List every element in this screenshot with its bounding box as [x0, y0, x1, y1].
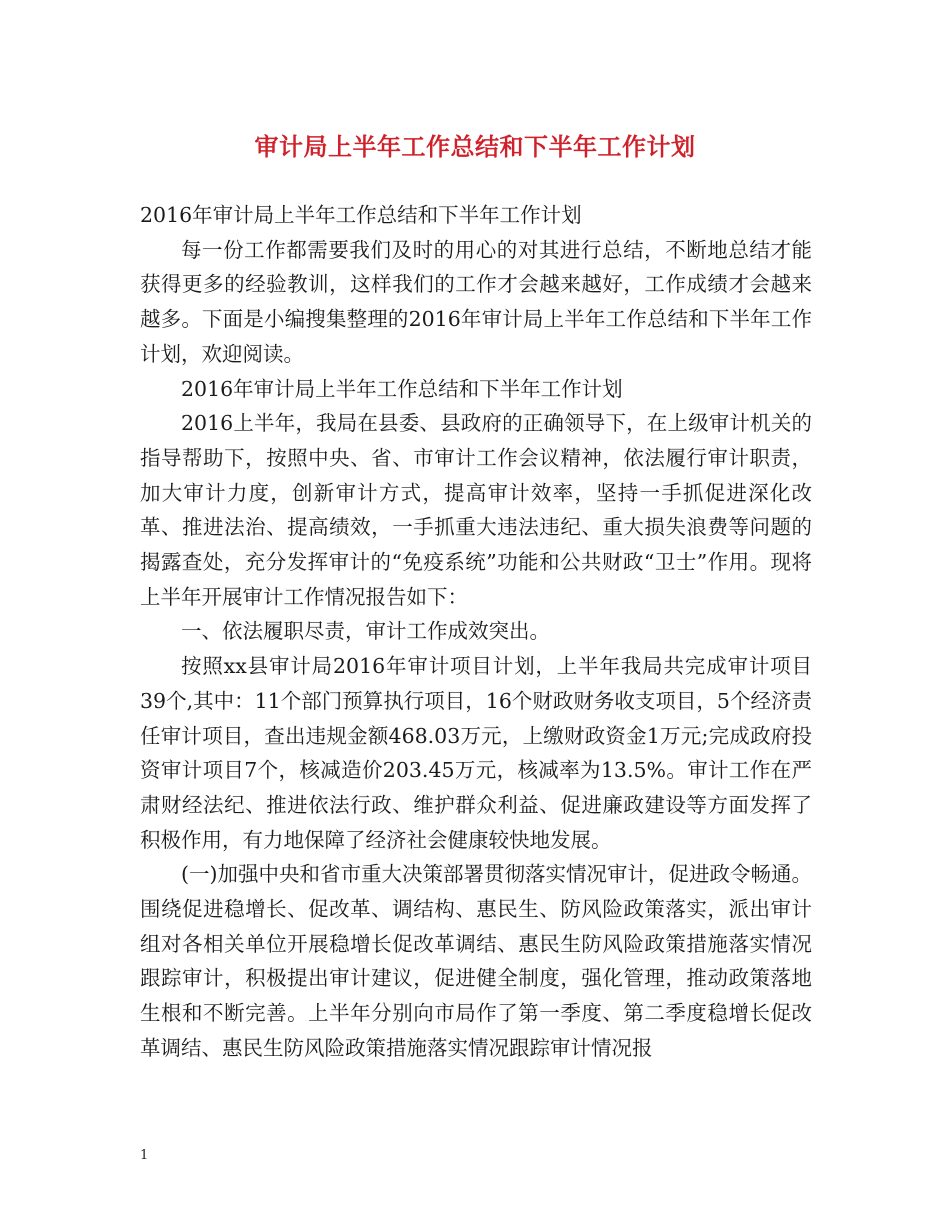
paragraph: 2016上半年，我局在县委、县政府的正确领导下，在上级审计机关的指导帮助下，按照中央、省、市审计工作会议精神，依法履行审计职责，加大审计力度，创新审计方式，提高审计效率，坚持一手抓促进深化改革、推进法治、提高绩效，一手抓重大违法违纪、重大损失浪费等问题的揭露查处，充分发挥审计的“免疫系统”功能和公共财政“卫士”作用。现将上半年开展审计工作情况报告如下：: [140, 411, 812, 609]
paragraph: (一)加强中央和省市重大决策部署贯彻落实情况审计，促进政令畅通。围绕促进稳增长、促改革、调结构、惠民生、防风险政策落实，派出审计组对各相关单位开展稳增长促改革调结、惠民生防风险政策措施落实情况跟踪审计，积极提出审计建议，促进健全制度，强化管理，推动政策落地生根和不断完善。上半年分别向市局作了第一季度、第二季度稳增长促改革调结、惠民生防风险政策措施落实情况跟踪审计情况报: [140, 862, 812, 1060]
paragraph: 2016年审计局上半年工作总结和下半年工作计划: [181, 376, 623, 401]
page-number: 1: [140, 1148, 149, 1163]
document-title: 审计局上半年工作总结和下半年工作计划: [254, 133, 696, 161]
document-body: [140, 198, 812, 1066]
paragraph: 每一份工作都需要我们及时的用心的对其进行总结，不断地总结才能获得更多的经验教训，这样我们的工作才会越来越好，工作成绩才会越来越多。下面是小编搜集整理的2016年审计局上半年工作总结和下半年工作计划，欢迎阅读。: [140, 237, 812, 366]
paragraph: 按照xx县审计局2016年审计项目计划，上半年我局共完成审计项目39个,其中：11个部门预算执行项目，16个财政财务收支项目，5个经济责任审计项目，查出违规金额468.03万元，上缴财政资金1万元;完成政府投资审计项目7个，核减造价203.45万元，核减率为13.5%。审计工作在严肃财经法纪、推进依法行政、维护群众利益、促进廉政建设等方面发挥了积极作用，有力地保障了经济社会健康较快地发展。: [140, 654, 812, 852]
paragraph: 2016年审计局上半年工作总结和下半年工作计划: [140, 203, 582, 227]
section-heading: 一、依法履职尽责，审计工作成效突出。: [181, 619, 550, 644]
